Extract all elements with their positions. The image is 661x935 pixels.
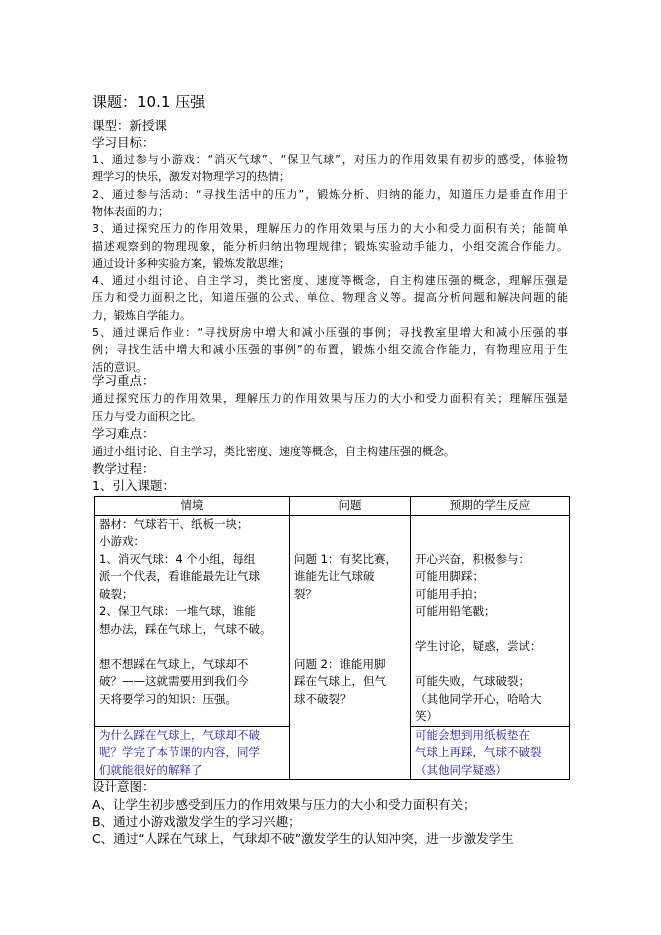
cell-line: 呢？学完了本节课的内容，同学 [99,745,260,759]
objectives-heading: 学习目标： [92,135,155,150]
lesson-title: 课题：10.1 压强 [92,93,206,111]
header-situation: 情境 [95,497,290,516]
cell-question [290,515,411,780]
cell-line [294,603,406,621]
cell-line: （其他同学开心，哈哈大 [415,691,542,706]
cell-line: 学生讨论，疑惑，尝试： [415,639,542,653]
cell-line: （其他同学疑惑） [415,762,507,777]
objective-line: 1、通过参与小游戏：“消灭气球”、“保卫气球”，对压力的作用效果有初步的感受，体验物 [92,153,568,166]
objective-line: 4、通过小组讨论、自主学习，类比密度、速度等概念，自主构建压强的概念，理解压强是 [92,274,568,288]
cell-line: 天将要学习的知识：压强。 [99,691,237,706]
cell-situation-followup [95,726,290,780]
cell-line [99,638,285,656]
objective-line: 3、通过探究压力的作用效果，理解压力的作用效果与压力的大小和受力面积有关；能简单 [92,222,568,236]
key-points-heading: 学习重点： [92,373,155,388]
cell-line: 可能用手拍； [415,586,484,601]
objective-line: 2、通过参与活动：“寻找生活中的压力”，锻炼分析、归纳的能力，知道压力是垂直作用于 [92,187,568,201]
key-points-line: 压力与受力面积之比。 [92,410,202,423]
cell-situation [95,515,290,726]
cell-line: 问题 1：有奖比赛， [294,551,397,566]
cell-line [294,638,406,656]
cell-line: 可能失败，气球破裂； [415,674,530,688]
cell-line: 想办法，踩在气球上，气球不破。 [99,621,272,636]
cell-line: 们就能很好的解释了 [99,762,203,777]
objective-line: 例；寻找生活中增大和减小压强的事例”的布置，锻炼小组交流合作能力，有物理应用于生 [92,343,568,357]
cell-line: 踩在气球上，但气 [294,674,386,688]
cell-line: 破？——这就需要用到我们今 [99,674,249,688]
header-expected-response: 预期的学生反应 [411,497,570,516]
cell-response-followup [411,726,570,780]
cell-line [415,621,565,639]
table-header-row [95,497,570,516]
cell-line [294,533,406,551]
cell-line: 为什么踩在气球上，气球却不破 [99,727,260,742]
cell-line: 可能用脚踩； [415,569,484,583]
objective-line: 压力和受力面积之比，知道压强的公式、单位、物理含义等。提高分析问题和解决问题的能 [92,291,568,305]
cell-line [294,516,406,534]
cell-line: 破裂； [99,586,134,601]
cell-line: 器材：气球若干、纸板一块； [99,516,249,531]
intro-table [94,496,570,780]
cell-line: 想不想踩在气球上，气球却不 [99,656,249,671]
cell-line: 球不破裂？ [294,691,352,706]
step-1-heading: 1、引入课题： [92,478,175,493]
cell-line: 可能用铅笔戳； [415,604,496,618]
key-points-line: 通过探究压力的作用效果，理解压力的作用效果与压力的大小和受力面积有关；理解压强是 [92,392,568,405]
cell-line: 开心兴奋，积极参与： [415,551,530,566]
objective-line: 5、通过课后作业：“寻找厨房中增大和减小压强的事例；寻找教室里增大和减小压强的事 [92,326,568,339]
design-line: A、让学生初步感受到压力的作用效果与压力的大小和受力面积有关； [92,797,476,812]
design-heading: 设计意图： [92,779,155,794]
cell-line [294,621,406,639]
cell-line: 裂？ [294,586,317,601]
objective-line: 理学习的快乐，激发对物理学习的热情； [92,170,290,184]
difficulty-line: 通过小组讨论、自主学习，类比密度、速度等概念，自主构建压强的概念。 [92,445,455,458]
objective-line: 活的意识。 [92,360,147,374]
cell-line: 问题 2：谁能用脚 [294,656,386,671]
table-row [95,515,570,726]
cell-line: 1、消灭气球：4 个小组，每组 [99,551,256,566]
cell-line [415,533,565,551]
course-type: 课型：新授课 [92,118,168,133]
objective-line: 描述观察到的物理现象，能分析归纳出物理规律；锻炼实验动手能力，小组交流合作能力。 [92,239,568,253]
objective-line: 力，锻炼自学能力。 [92,308,191,322]
cell-line [415,656,565,674]
cell-line: 笑） [415,709,438,723]
cell-line: 2、保卫气球：一堆气球，谁能 [99,604,256,618]
cell-line: 派一个代表，看谁能最先让气球 [99,569,260,583]
objective-line: 物体表面的力； [92,204,169,218]
difficulty-heading: 学习难点： [92,426,155,441]
design-line: C、通过“人踩在气球上，气球却不破”激发学生的认知冲突，进一步激发学生 [92,831,514,846]
process-heading: 教学过程： [92,461,155,476]
cell-line: 气球上再踩，气球不破裂 [415,745,542,759]
cell-line [415,516,565,534]
cell-line: 谁能先让气球破 [294,569,375,583]
header-question: 问题 [290,497,411,516]
cell-response [411,515,570,726]
cell-line: 小游戏： [99,534,145,548]
design-line: B、通过小游戏激发学生的学习兴趣； [92,814,301,829]
cell-line: 可能会想到用纸板垫在 [415,727,530,742]
objective-line: 通过设计多种实验方案，锻炼发散思维； [92,256,290,270]
